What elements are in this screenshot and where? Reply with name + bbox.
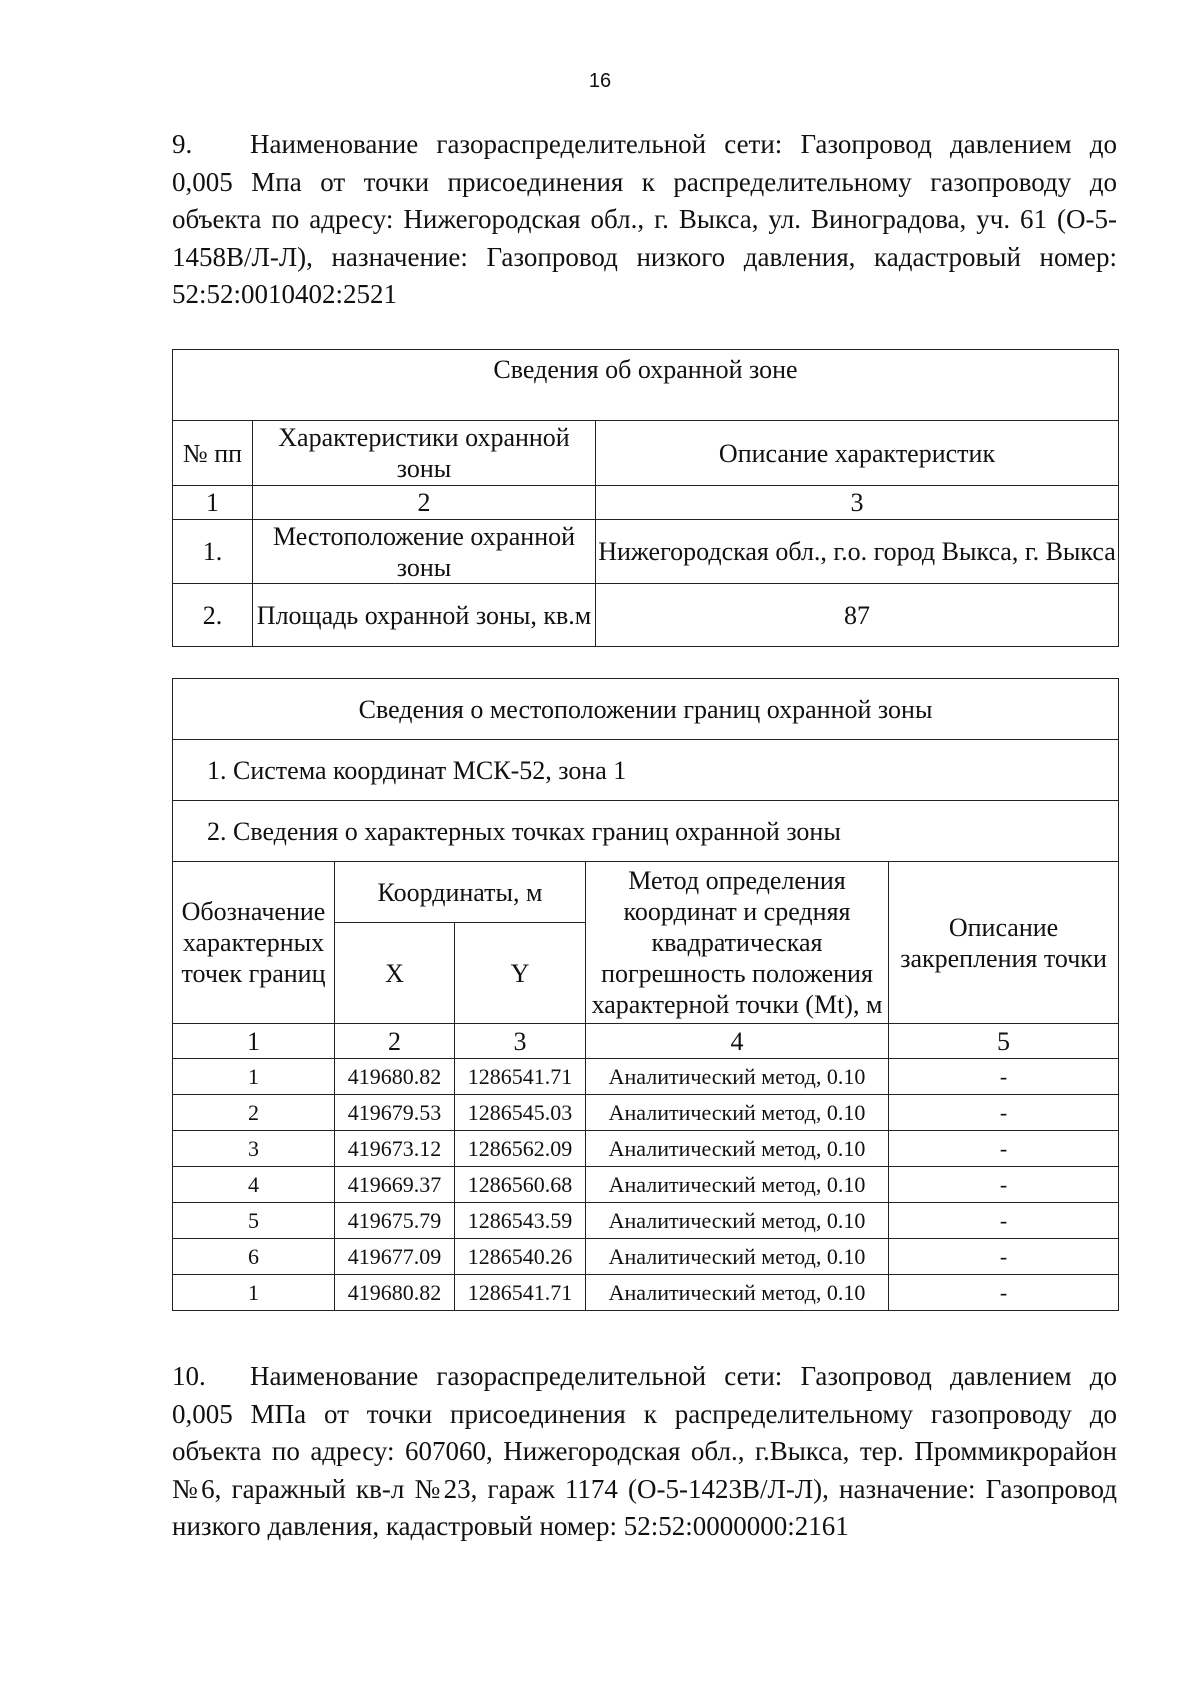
coord-table-title: Сведения о местоположении границ охранной зоны — [173, 679, 1119, 740]
header-method: Метод определения координат и средняя квадратическая погрешность положения характерной точки (Mt), м — [586, 862, 889, 1024]
point-x: 419673.12 — [335, 1131, 455, 1167]
point-fixing: - — [889, 1167, 1119, 1203]
section-10-number: 10. — [172, 1361, 206, 1391]
zone-header-number: № пп — [173, 421, 253, 486]
point-method: Аналитический метод, 0.10 — [586, 1203, 889, 1239]
zone-index-cell: 1 — [173, 486, 253, 520]
coord-index-cell: 3 — [455, 1024, 586, 1059]
point-fixing: - — [889, 1275, 1119, 1311]
table-row — [173, 520, 1119, 584]
zone-header-description: Описание характеристик — [596, 421, 1119, 486]
zone-row-characteristic: Площадь охранной зоны, кв.м — [253, 584, 596, 647]
point-y: 1286541.71 — [455, 1059, 586, 1095]
table-row — [173, 1275, 1119, 1311]
zone-row-description: 87 — [596, 584, 1119, 647]
point-x: 419680.82 — [335, 1059, 455, 1095]
point-y: 1286545.03 — [455, 1095, 586, 1131]
header-designation: Обозначение характерных точек границ — [173, 862, 335, 1024]
section-10-text: Наименование газораспределительной сети: Газопровод давлением до 0,005 МПа от точки присоединения к распределительному газопроводу до объекта по адресу: 607060, Нижегородская обл., г.Выкса, тер. Проммикрорайон №6, гаражный кв-л №23, гараж 1174 (О-5-1423В/Л-Л), назначение: Газопровод низкого давления, кадастровый номер: 52:52:0000000:2161 — [172, 1361, 1117, 1541]
coordinate-system: 1. Система координат МСК-52, зона 1 — [173, 740, 1119, 801]
point-fixing: - — [889, 1095, 1119, 1131]
zone-row-number: 1. — [173, 520, 253, 584]
zone-row-characteristic: Местоположение охранной зоны — [253, 520, 596, 584]
table-row — [173, 1203, 1119, 1239]
point-method: Аналитический метод, 0.10 — [586, 1131, 889, 1167]
point-x: 419679.53 — [335, 1095, 455, 1131]
section-9-paragraph — [172, 126, 1117, 314]
point-method: Аналитический метод, 0.10 — [586, 1275, 889, 1311]
page-number: 16 — [588, 70, 612, 92]
point-method: Аналитический метод, 0.10 — [586, 1239, 889, 1275]
section-9-text: Наименование газораспределительной сети: Газопровод давлением до 0,005 Мпа от точки присоединения к распределительному газопроводу до объекта по адресу: Нижегородская обл., г. Выкса, ул. Виноградова, уч. 61 (О-5-1458В/Л-Л), назначение: Газопровод низкого давления, кадастровый номер: 52:52:0010402:2521 — [172, 129, 1117, 309]
header-fixing: Описание закрепления точки — [889, 862, 1119, 1024]
section-9-number: 9. — [172, 129, 193, 159]
table-row — [173, 1059, 1119, 1095]
point-id: 3 — [173, 1131, 335, 1167]
zone-header-characteristics: Характеристики охранной зоны — [253, 421, 596, 486]
point-x: 419680.82 — [335, 1275, 455, 1311]
table-row — [173, 1167, 1119, 1203]
point-id: 6 — [173, 1239, 335, 1275]
zone-table-title: Сведения об охранной зоне — [173, 350, 1119, 421]
point-x: 419675.79 — [335, 1203, 455, 1239]
zone-row-description: Нижегородская обл., г.о. город Выкса, г. Выкса — [596, 520, 1119, 584]
points-caption: 2. Сведения о характерных точках границ охранной зоны — [173, 801, 1119, 862]
point-y: 1286541.71 — [455, 1275, 586, 1311]
point-y: 1286562.09 — [455, 1131, 586, 1167]
protection-zone-table — [172, 349, 1119, 647]
point-fixing: - — [889, 1239, 1119, 1275]
coord-index-cell: 2 — [335, 1024, 455, 1059]
zone-index-cell: 3 — [596, 486, 1119, 520]
table-row — [173, 1095, 1119, 1131]
point-fixing: - — [889, 1059, 1119, 1095]
header-y: Y — [455, 923, 586, 1024]
point-id: 1 — [173, 1275, 335, 1311]
table-row — [173, 1131, 1119, 1167]
point-y: 1286560.68 — [455, 1167, 586, 1203]
point-fixing: - — [889, 1131, 1119, 1167]
zone-index-cell: 2 — [253, 486, 596, 520]
point-x: 419669.37 — [335, 1167, 455, 1203]
coord-index-cell: 4 — [586, 1024, 889, 1059]
header-x: X — [335, 923, 455, 1024]
table-row — [173, 1239, 1119, 1275]
zone-row-number: 2. — [173, 584, 253, 647]
header-coordinates: Координаты, м — [335, 862, 586, 923]
boundary-coordinates-table — [172, 678, 1119, 1311]
point-method: Аналитический метод, 0.10 — [586, 1095, 889, 1131]
point-y: 1286543.59 — [455, 1203, 586, 1239]
coord-index-cell: 5 — [889, 1024, 1119, 1059]
point-id: 2 — [173, 1095, 335, 1131]
coord-index-cell: 1 — [173, 1024, 335, 1059]
point-y: 1286540.26 — [455, 1239, 586, 1275]
point-method: Аналитический метод, 0.10 — [586, 1059, 889, 1095]
section-10-paragraph — [172, 1358, 1117, 1546]
point-id: 5 — [173, 1203, 335, 1239]
point-x: 419677.09 — [335, 1239, 455, 1275]
point-id: 4 — [173, 1167, 335, 1203]
point-fixing: - — [889, 1203, 1119, 1239]
point-id: 1 — [173, 1059, 335, 1095]
table-row — [173, 584, 1119, 647]
point-method: Аналитический метод, 0.10 — [586, 1167, 889, 1203]
